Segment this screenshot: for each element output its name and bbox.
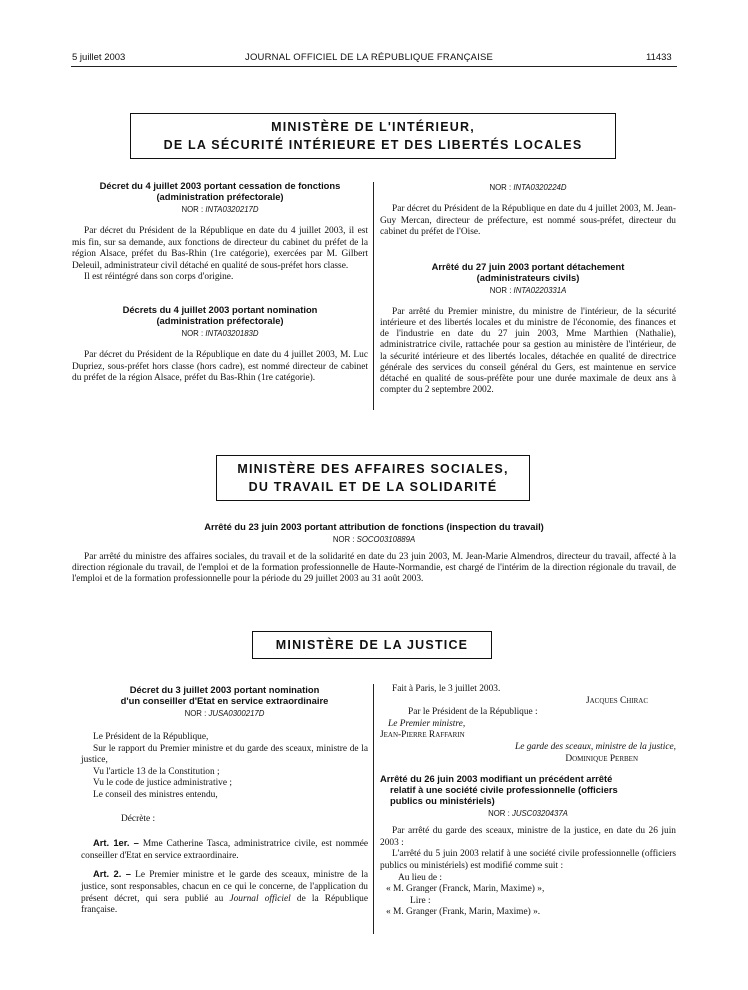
- arrete2-paragraph: Par arrêté du ministre des affaires sociales, du travail et de la solidarité en date du 23 juin 2003, M. Jean-Marie Almendros, directeur du travail, affecté à la direction régionale du travail, de l'emploi et de la formation professionnelle de Haute-Normandie, est chargé de l'intérim de la direction régionale du travail, de l'emploi et de la formation professionnelle pour la période du 29 juillet 2003 au 31 août 2003.: [72, 552, 676, 584]
- column-divider-2: [373, 684, 374, 934]
- arrete1-nor: NOR : INTA0220331A: [489, 285, 567, 295]
- signature-chirac: Jacques Chirac: [585, 695, 648, 706]
- column-divider-1: [373, 182, 374, 410]
- decree1-paragraph: Par décret du Président de la République en date du 4 juillet 2003, il est mis fin, sur sa demande, aux fonctions de directeur du cabinet du préfet de la région Alsace, préfet du Bas-Rhin (1re catégorie), exercées par M. Gilbert Deleuil, administrateur civil détaché en qualité de sous-préfet hors classe.: [72, 226, 368, 271]
- arrete1-paragraph: Par arrêté du Premier ministre, du ministre de l'intérieur, de la sécurité intérieure et des libertés locales et du ministre de l'économie, des finances et de l'industrie en date du 27 juin 2003, Mme Marthien (Nathalie), administratrice civile, rattachée pour sa gestion au ministère de l'intérieur, de la sécurité intérieure et des libertés locales, détachée en qualité de directrice générale des services du conseil général du Gers, est maintenue en service détaché en qualité de sous-préfète pour une durée maximale de deux ans à compter du 2 septembre 2002.: [380, 306, 676, 396]
- sec3-left-column: [81, 684, 368, 917]
- sec1-left-column: [72, 180, 368, 385]
- arrete3-au-lieu-de: Au lieu de :: [398, 872, 443, 883]
- decree4-article-1: Art. 1er. – Mme Catherine Tasca, administratrice civile, est nommée conseiller d'Etat en service extraordinaire.: [81, 837, 369, 861]
- signature-perben: Dominique Perben: [565, 753, 638, 764]
- arrete2-title: Arrêté du 23 juin 2003 portant attribution de fonctions (inspection du travail): [204, 521, 544, 532]
- fait-a-paris: Fait à Paris, le 3 juillet 2003.: [392, 684, 501, 694]
- arrete3-quote-old: « M. Granger (Franck, Marin, Maxime) »,: [386, 884, 545, 895]
- par-le-president: Par le Président de la République :: [408, 707, 538, 718]
- decree1-title: Décret du 4 juillet 2003 portant cessation de fonctions (administration préfectorale): [99, 180, 341, 202]
- header-rule: [71, 66, 677, 67]
- decree2-nor: NOR : INTA0320183D: [181, 328, 259, 338]
- ministry-interieur-line1: MINISTÈRE DE L'INTÉRIEUR,: [271, 120, 475, 134]
- arrete3-nor: NOR : JUSC0320437A: [488, 809, 568, 819]
- decree4-line-code: Vu le code de justice administrative ;: [93, 778, 232, 789]
- journal-title: JOURNAL OFFICIEL DE LA RÉPUBLIQUE FRANÇAISE: [245, 52, 494, 63]
- decree3-paragraph: Par décret du Président de la République en date du 4 juillet 2003, M. Jean-Guy Mercan, directeur de préfecture, est nommé sous-préfet, directeur du cabinet du préfet de l'Oise.: [380, 204, 676, 238]
- decree4-line-president: Le Président de la République,: [93, 732, 209, 742]
- arrete1-title: Arrêté du 27 juin 2003 portant détachement (administrateurs civils): [431, 260, 625, 283]
- ministry-interieur-box: [130, 113, 616, 159]
- decree2-paragraph: Par décret du Président de la République en date du 4 juillet 2003, M. Luc Dupriez, sous-préfet hors classe (hors cadre), est nommé directeur de cabinet du préfet de la région Alsace, préfet du Bas-Rhin (1re catégorie).: [72, 349, 368, 384]
- ministry-affaires-sociales-box: [216, 455, 530, 501]
- ministry-affaires-line2: DU TRAVAIL ET DE LA SOLIDARITÉ: [248, 480, 498, 494]
- sec1-right-column: [380, 180, 676, 396]
- decree1-nor: NOR : INTA0320217D: [181, 205, 259, 214]
- arrete3-title: Arrêté du 26 juin 2003 modifiant un précédent arrêté relatif à une société civile professionnelle (officiers publics ou ministériels): [380, 773, 618, 807]
- decree2-title: Décrets du 4 juillet 2003 portant nomination (administration préfectorale): [122, 303, 318, 326]
- page-date: 5 juillet 2003: [72, 52, 126, 63]
- arrete3-lire: Lire :: [410, 895, 431, 906]
- arrete3-paragraph-1: Par arrêté du garde des sceaux, ministre de la justice, en date du 26 juin 2003 :: [380, 826, 676, 848]
- ministry-justice-line1: MINISTÈRE DE LA JUSTICE: [275, 638, 469, 652]
- decree3-nor: NOR : INTA0320224D: [489, 183, 567, 192]
- arrete2-nor: NOR : SOCO0310889A: [332, 535, 416, 544]
- sec2-block: [72, 521, 676, 585]
- ministry-justice-box: [252, 631, 492, 659]
- sec3-right-column: [380, 684, 676, 919]
- decree1-paragraph-2: Il est réintégré dans son corps d'origine.: [84, 272, 234, 283]
- decree4-line-conseil: Le conseil des ministres entendu,: [93, 789, 218, 800]
- garde-des-sceaux-label: Le garde des sceaux, ministre de la justice,: [515, 741, 676, 752]
- page-number: 11433: [646, 52, 672, 63]
- signature-raffarin: Jean-Pierre Raffarin: [380, 730, 465, 741]
- decree4-article-2: Art. 2. – Le Premier ministre et le garde des sceaux, ministre de la justice, sont responsables, chacun en ce qui le concerne, de l'application du présent décret, qui sera publié au Journal officiel de la République française.: [81, 868, 369, 916]
- decree4-line-constitution: Vu l'article 13 de la Constitution ;: [93, 766, 220, 777]
- decree4-title: Décret du 3 juillet 2003 portant nomination d'un conseiller d'Etat en service extraordinaire: [120, 684, 329, 706]
- ministry-interieur-line2: DE LA SÉCURITÉ INTÉRIEURE ET DES LIBERTÉS LOCALES: [163, 138, 583, 152]
- decree4-decrete: Décrète :: [121, 813, 156, 824]
- decree4-line-rapport: Sur le rapport du Premier ministre et du garde des sceaux, ministre de la justice,: [81, 743, 368, 766]
- decree4-nor: NOR : JUSA0300217D: [184, 709, 265, 718]
- premier-ministre-label: Le Premier ministre,: [388, 718, 466, 729]
- ministry-affaires-line1: MINISTÈRE DES AFFAIRES SOCIALES,: [237, 462, 509, 476]
- arrete3-paragraph-2: L'arrêté du 5 juin 2003 relatif à une société civile professionnelle (officiers publics ou ministériels) est modifié comme suit :: [380, 849, 676, 871]
- arrete3-quote-new: « M. Granger (Frank, Marin, Maxime) ».: [386, 907, 541, 918]
